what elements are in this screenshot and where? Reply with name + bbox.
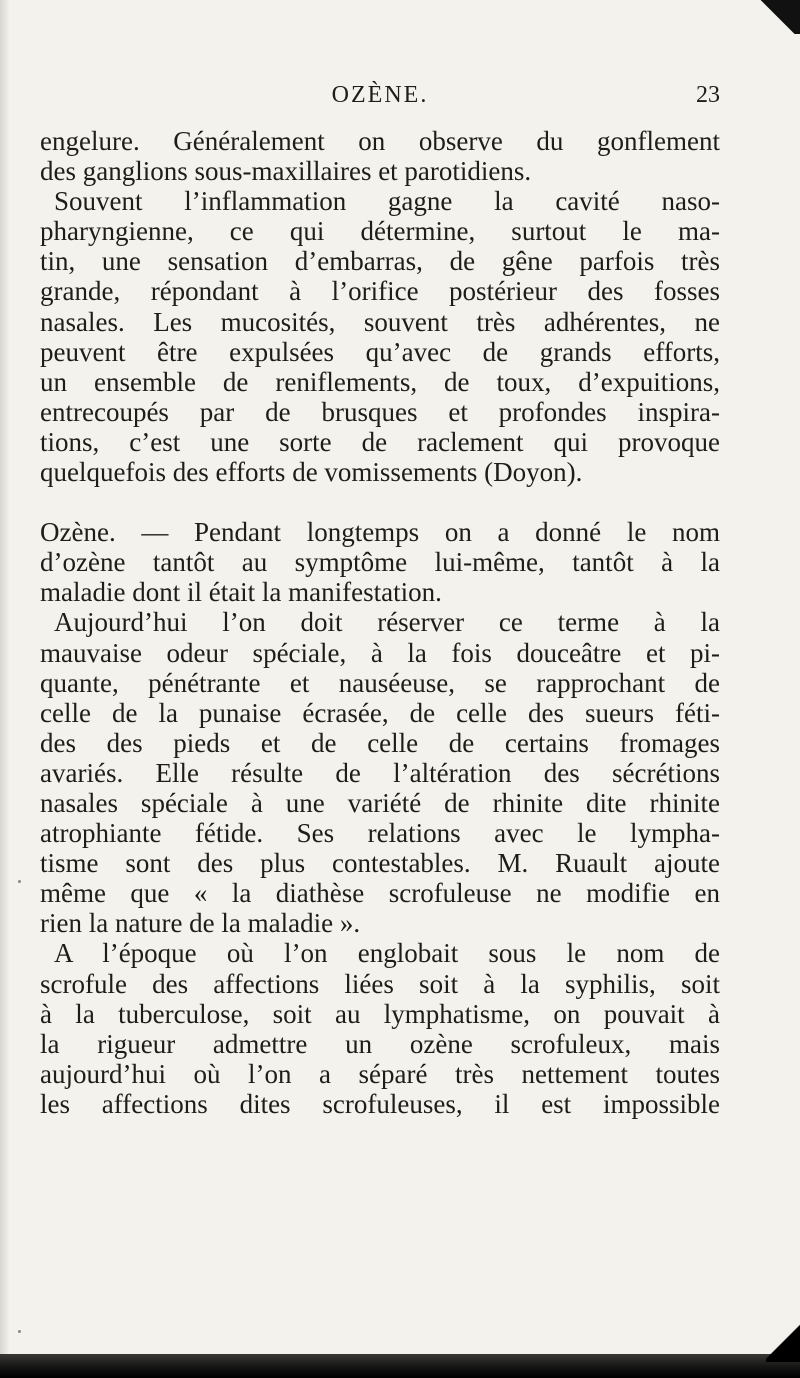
- page-header: [40, 82, 720, 118]
- text-line: grande, répondant à l’orifice postérieur des fosses: [40, 276, 720, 307]
- text-line: nasales spéciale à une variété de rhinite dite rhinite: [40, 787, 720, 818]
- margin-speck: [18, 880, 21, 883]
- text-line: les affections dites scrofuleuses, il est impossible: [40, 1088, 720, 1119]
- text-line: aujourd’hui où l’on a séparé très nettement toutes: [40, 1058, 720, 1089]
- text-line: un ensemble de reniflements, de toux, d’expuitions,: [40, 366, 720, 397]
- text-line: A l’époque où l’on englobait sous le nom de: [54, 938, 720, 969]
- text-line: rien la nature de la maladie ».: [40, 908, 361, 939]
- text-line: maladie dont il était la manifestation.: [40, 577, 442, 608]
- text-line: quante, pénétrante et nauséeuse, se rapprochant de: [40, 667, 720, 698]
- scan-bottom-corner: [766, 1320, 800, 1362]
- text-line: avariés. Elle résulte de l’altération des sécrétions: [40, 757, 720, 788]
- text-line: atrophiante fétide. Ses relations avec le lympha-: [40, 818, 720, 849]
- text-line: même que « la diathèse scrofuleuse ne modifie en: [40, 878, 720, 909]
- page-binding-edge: [0, 0, 10, 1378]
- text-line: entrecoupés par de brusques et profondes inspira-: [40, 396, 720, 427]
- text-line: Aujourd’hui l’on doit réserver ce terme à la: [54, 607, 720, 638]
- text-line: tions, c’est une sorte de raclement qui provoque: [40, 426, 720, 457]
- text-line: mauvaise odeur spéciale, à la fois douceâtre et pi-: [40, 637, 720, 668]
- running-head: OZÈNE.: [331, 82, 429, 108]
- page-number: 23: [696, 82, 720, 108]
- margin-speck: [18, 1330, 21, 1333]
- text-line: engelure. Généralement on observe du gonflement: [40, 126, 720, 156]
- text-line: tin, une sensation d’embarras, de gêne parfois très: [40, 246, 720, 277]
- text-line: la rigueur admettre un ozène scrofuleux, mais: [40, 1028, 720, 1059]
- scan-corner-mark: [756, 0, 800, 34]
- body-text: [40, 126, 720, 1119]
- text-line: des des pieds et de celle de certains fromages: [40, 727, 720, 758]
- text-line: Souvent l’inflammation gagne la cavité naso-: [54, 186, 720, 217]
- text-line: des ganglions sous-maxillaires et parotidiens.: [40, 156, 532, 187]
- paragraph-gap: [40, 487, 720, 517]
- text-line: quelquefois des efforts de vomissements (Doyon).: [40, 457, 583, 488]
- text-line: nasales. Les mucosités, souvent très adhérentes, ne: [40, 306, 720, 337]
- text-line: Ozène. — Pendant longtemps on a donné le nom: [40, 517, 720, 548]
- text-line: celle de la punaise écrasée, de celle des sueurs féti-: [40, 697, 720, 728]
- text-line: à la tuberculose, soit au lymphatisme, on pouvait à: [40, 998, 720, 1029]
- scan-bottom-edge: [0, 1354, 800, 1378]
- text-line: peuvent être expulsées qu’avec de grands efforts,: [40, 336, 720, 367]
- text-line: tisme sont des plus contestables. M. Ruault ajoute: [40, 848, 720, 879]
- text-line: pharyngienne, ce qui détermine, surtout le ma-: [40, 216, 720, 247]
- text-line: scrofule des affections liées soit à la syphilis, soit: [40, 968, 720, 999]
- text-line: d’ozène tantôt au symptôme lui-même, tantôt à la: [40, 547, 720, 578]
